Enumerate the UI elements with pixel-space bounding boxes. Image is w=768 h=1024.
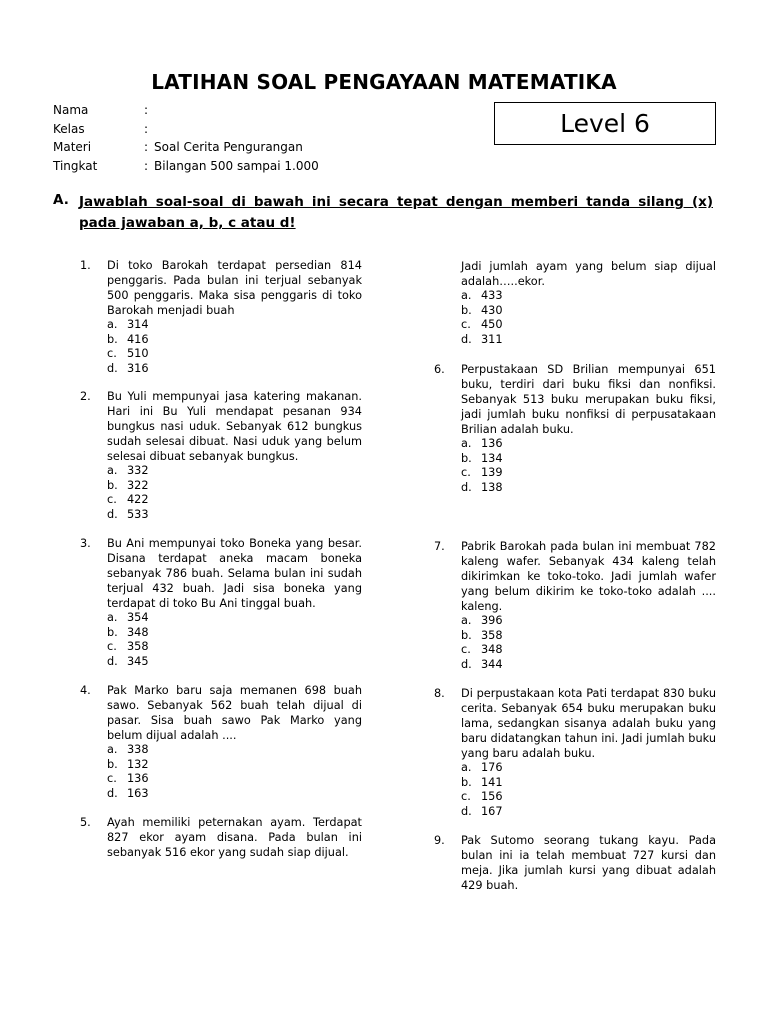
option-letter: c. [107,493,117,507]
option-c[interactable] [107,640,362,655]
option-value: 136 [481,437,503,450]
option-value: 354 [127,611,149,624]
option-value: 358 [127,640,149,654]
option-letter: c. [461,466,471,480]
option-value: 141 [481,775,503,789]
option-list [107,743,362,802]
option-list [107,464,362,523]
option-a[interactable] [107,611,362,626]
question-text: Ayah memiliki peternakan ayam. Terdapat 827 ekor ayam disana. Pada bulan ini sebanyak 516 ekor yang sudah siap dijual. [107,816,362,859]
question-text: Bu Ani mempunyai toko Boneka yang besar. Disana terdapat aneka macam boneka sebanyak 786 buah. Selama bulan ini sudah terjual 432 buah. Jadi sisa boneka yang terdapat di toko Bu Ani tinggal buah. [107,537,362,610]
option-list [461,437,716,496]
option-value: 430 [481,303,503,317]
option-c[interactable] [461,318,716,333]
info-colon: : [144,158,149,173]
option-letter: c. [107,347,117,361]
option-list [461,614,716,673]
question-text: Pabrik Barokah pada bulan ini membuat 782 kaleng wafer. Sebanyak 434 kaleng telah dikirimkan ke toko-toko. Jadi jumlah wafer yang belum dikirim ke toko-toko adalah .... kaleng. [461,540,716,613]
question-body [461,833,716,893]
option-value: 433 [481,289,503,302]
option-value: 450 [481,318,503,332]
option-letter: b. [107,625,118,639]
question-text: Perpustakaan SD Brilian mempunyai 651 buku, terdiri dari buku fiksi dan nonfiksi. Sebanyak 513 buku merupakan buku fiksi, jadi jumlah buku nonfiksi di perpusatakaan Brilian adalah buku. [461,363,716,436]
option-value: 510 [127,347,149,361]
option-value: 132 [127,757,149,771]
option-letter: a. [107,611,118,624]
option-value: 314 [127,318,149,331]
option-a[interactable] [107,743,362,758]
question-number: 2. [80,390,91,403]
option-value: 348 [481,643,503,657]
option-letter: a. [461,289,472,302]
option-letter: a. [107,318,118,331]
question-body [461,362,716,496]
option-letter: d. [461,481,472,495]
option-letter: c. [107,640,117,654]
option-value: 139 [481,466,503,480]
option-a[interactable] [107,464,362,479]
option-b[interactable] [107,333,362,348]
option-value: 533 [127,508,149,522]
question-text: Bu Yuli mempunyai jasa katering makanan. Hari ini Bu Yuli mendapat pesanan 934 bungkus nasi uduk. Sebanyak 612 bungkus sudah selesai dibuat. Nasi uduk yang belum selesai dibuat sebanyak bungkus. [107,390,362,463]
option-letter: a. [461,614,472,627]
question-body [461,686,716,820]
question-text: Pak Marko baru saja memanen 698 buah sawo. Sebanyak 562 buah telah dijual di pasar. Sisa buah sawo Pak Marko yang belum dijual adalah .... [107,684,362,742]
question-number: 7. [434,540,445,553]
info-colon: : [144,103,149,117]
option-value: 134 [481,451,503,465]
option-d[interactable] [107,508,362,523]
option-letter: b. [461,451,472,465]
option-letter: b. [461,775,472,789]
question-number: 3. [80,537,91,550]
option-list [461,761,716,820]
option-list [461,289,716,348]
question-number: 6. [434,363,445,376]
info-label: Materi [53,140,92,154]
option-letter: c. [107,772,117,786]
option-c[interactable] [461,643,716,658]
instruction-text: Jawablah soal-soal di bawah ini secara tepat dengan memberi tanda silang (x) pada jawaban a, b, c atau d! [79,194,713,231]
info-value: Bilangan 500 sampai 1.000 [154,158,319,173]
page-title: LATIHAN SOAL PENGAYAAN MATEMATIKA [151,70,617,94]
option-value: 163 [127,787,149,801]
option-c[interactable] [107,772,362,787]
option-d[interactable] [461,805,716,820]
question-body [107,536,362,670]
info-value: Soal Cerita Pengurangan [154,140,303,154]
option-value: 316 [127,362,149,376]
option-d[interactable] [107,362,362,377]
section-letter: A. [53,192,69,208]
question-body [107,389,362,523]
option-value: 344 [481,658,503,672]
question-body [107,815,362,860]
option-value: 136 [127,772,149,786]
info-row-materi [53,138,473,157]
option-b[interactable] [461,629,716,644]
option-d[interactable] [461,658,716,673]
option-a[interactable] [461,437,716,452]
option-value: 322 [127,478,149,492]
option-value: 422 [127,493,149,507]
option-list [107,318,362,377]
option-b[interactable] [461,452,716,467]
option-value: 338 [127,743,149,756]
option-value: 348 [127,625,149,639]
option-letter: b. [461,303,472,317]
option-b[interactable] [107,626,362,641]
option-d[interactable] [461,333,716,348]
option-letter: a. [107,464,118,477]
option-letter: d. [461,805,472,819]
option-value: 156 [481,790,503,804]
option-letter: a. [461,761,472,774]
option-letter: b. [107,757,118,771]
option-letter: a. [107,743,118,756]
option-letter: d. [107,362,118,376]
option-letter: a. [461,437,472,450]
info-colon: : [144,140,149,154]
question-body [107,258,362,377]
option-d[interactable] [461,481,716,496]
option-c[interactable] [461,790,716,805]
question-body [107,683,362,802]
option-value: 345 [127,655,149,669]
option-list [107,611,362,670]
question-body [461,259,716,348]
option-letter: b. [107,332,118,346]
option-b[interactable] [107,758,362,773]
student-info [53,101,473,175]
info-label: Nama [53,103,89,117]
option-letter: d. [107,655,118,669]
question-text-continuation: Jadi jumlah ayam yang belum siap dijual adalah…..ekor. [461,260,716,288]
option-d[interactable] [107,787,362,802]
option-letter: d. [107,508,118,522]
question-number: 4. [80,684,91,697]
option-letter: c. [461,643,471,657]
option-letter: d. [461,333,472,347]
option-b[interactable] [107,479,362,494]
info-label: Kelas [53,121,85,136]
option-a[interactable] [107,318,362,333]
option-value: 138 [481,481,503,495]
option-value: 416 [127,332,149,346]
option-letter: d. [461,658,472,672]
option-value: 311 [481,333,503,347]
level-badge: Level 6 [494,102,716,145]
option-value: 167 [481,805,503,819]
option-value: 396 [481,614,503,627]
option-letter: d. [107,787,118,801]
info-colon: : [144,121,149,136]
option-a[interactable] [461,614,716,629]
option-a[interactable] [461,761,716,776]
info-row-kelas [53,120,473,139]
question-number: 9. [434,834,445,847]
question-text: Di perpustakaan kota Pati terdapat 830 buku cerita. Sebanyak 654 buku merupakan buku lama, sedangkan sisanya adalah buku yang baru didatangkan tahun ini. Jadi jumlah buku yang baru adalah buku. [461,687,716,760]
question-body [461,539,716,673]
option-c[interactable] [461,466,716,481]
option-letter: b. [107,478,118,492]
info-label: Tingkat [53,158,98,173]
option-b[interactable] [461,776,716,791]
option-letter: c. [461,318,471,332]
option-letter: b. [461,628,472,642]
option-c[interactable] [107,347,362,362]
option-d[interactable] [107,655,362,670]
option-a[interactable] [461,289,716,304]
option-b[interactable] [461,304,716,319]
question-number: 8. [434,687,445,700]
info-row-nama [53,101,473,120]
option-c[interactable] [107,493,362,508]
option-value: 358 [481,628,503,642]
option-letter: c. [461,790,471,804]
option-value: 332 [127,464,149,477]
info-row-tingkat [53,157,473,176]
question-text: Pak Sutomo seorang tukang kayu. Pada bulan ini ia telah membuat 727 kursi dan meja. Jika jumlah kursi yang dibuat adalah 429 buah. [461,834,716,892]
question-number: 5. [80,816,91,829]
option-value: 176 [481,761,503,774]
question-number: 1. [80,259,91,272]
question-text: Di toko Barokah terdapat persedian 814 penggaris. Pada bulan ini terjual sebanyak 500 penggaris. Maka sisa penggaris di toko Barokah menjadi buah [107,259,362,317]
